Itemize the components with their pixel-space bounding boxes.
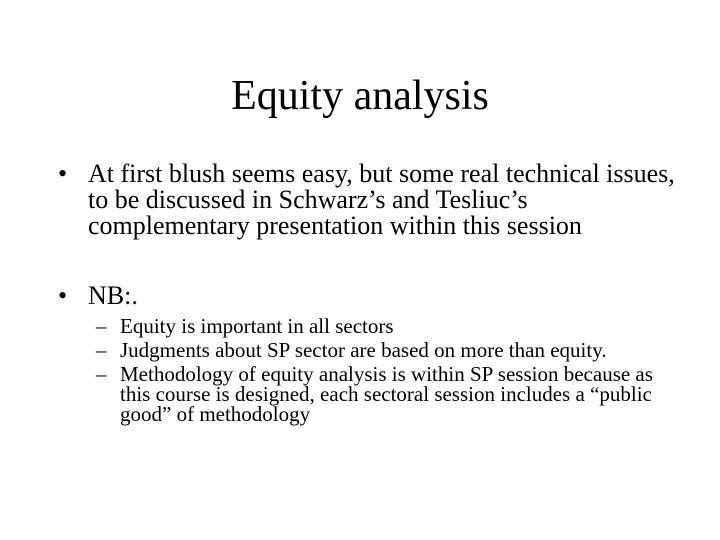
bullet-marker: • <box>58 159 68 188</box>
sub-bullet-marker: – <box>96 314 107 338</box>
sub-bullet-marker: – <box>96 338 107 362</box>
sub-bullet-text: Methodology of equity analysis is within SP session because as this course is designed, each sectoral session includes a “public good” of methodology <box>120 362 653 426</box>
bullet-marker: • <box>58 281 68 310</box>
sub-bullet-text: Equity is important in all sectors <box>120 314 394 338</box>
sub-bullet-text: Judgments about SP sector are based on more than equity. <box>120 338 607 362</box>
sub-bullet-list <box>96 316 676 428</box>
sub-bullet-item <box>96 340 676 360</box>
slide-title: Equity analysis <box>231 73 489 119</box>
sub-bullet-marker: – <box>96 362 107 386</box>
sub-bullet-item <box>96 316 676 336</box>
bullet-text: At first blush seems easy, but some real technical issues, to be discussed in Schwarz’s and Tesliuc’s complementary presentation within this session <box>88 159 675 240</box>
bullet-text: NB:. <box>88 281 138 310</box>
bullet-item <box>58 161 678 239</box>
sub-bullet-item <box>96 364 676 424</box>
bullet-item <box>58 283 678 309</box>
